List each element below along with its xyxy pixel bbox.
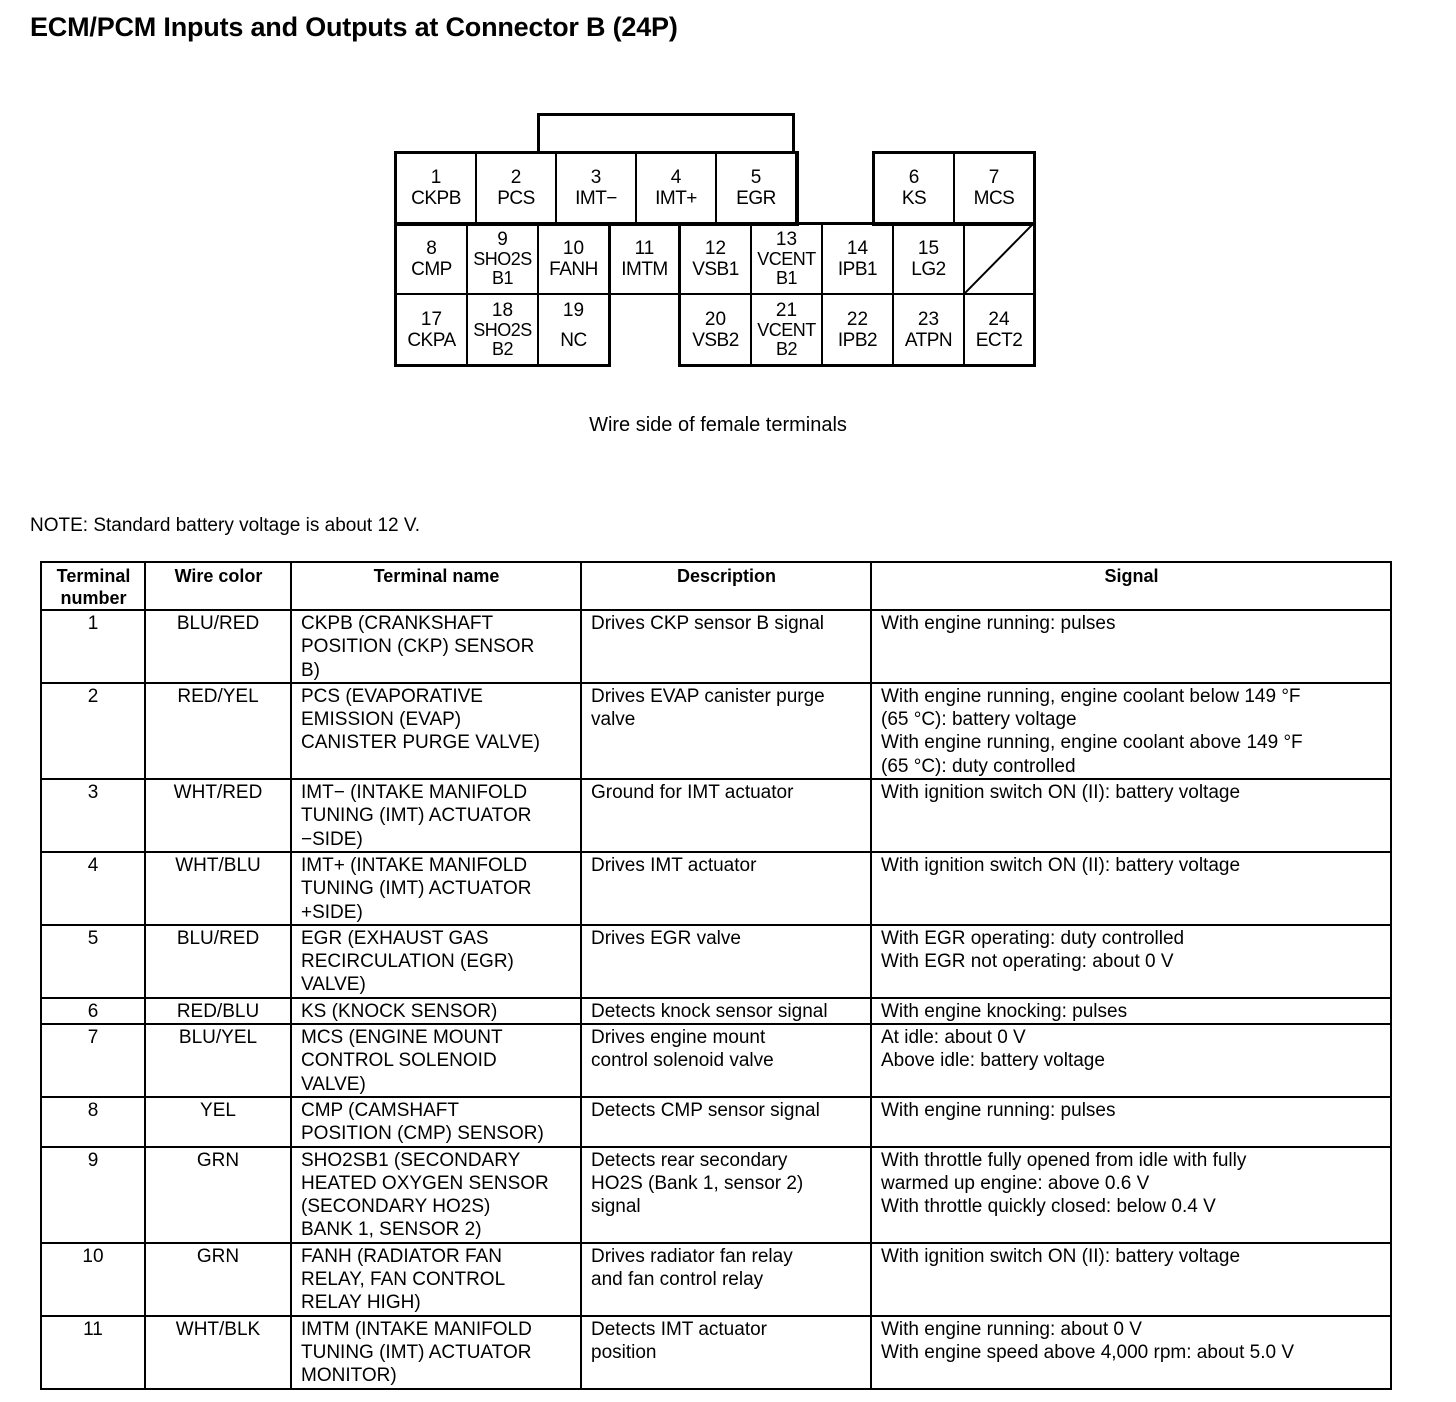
cell-description: [581, 683, 871, 779]
terminal-label: IMT+: [655, 188, 697, 209]
terminal-label: CMP: [411, 258, 452, 280]
cell-signal-text: With EGR operating: duty controlled With EGR not operating: about 0 V: [881, 927, 1185, 973]
cell-wire-color: [145, 998, 291, 1024]
terminal-cell-23: [892, 293, 965, 366]
terminal-cell-15: [892, 222, 965, 295]
cell-description: [581, 1097, 871, 1147]
battery-voltage-note: NOTE: Standard battery voltage is about 12 V.: [30, 515, 421, 536]
column-header-color: Wire color: [145, 562, 291, 610]
terminal-label: EGR: [736, 188, 776, 209]
cell-terminal-name: [291, 1316, 581, 1389]
cell-description-text: Ground for IMT actuator: [591, 782, 794, 804]
cell-terminal-name-text: FANH (RADIATOR FAN RELAY, FAN CONTROL RELAY HIGH): [301, 1245, 506, 1314]
cell-signal: [871, 1024, 1391, 1097]
terminal-cell-6: [873, 152, 955, 224]
cell-terminal-name-text: CMP (CAMSHAFT POSITION (CMP) SENSOR): [301, 1099, 544, 1145]
cell-description: [581, 998, 871, 1024]
terminal-cell-11: [608, 222, 681, 295]
cell-description-text: Drives EVAP canister purge valve: [591, 685, 825, 731]
terminal-cell-1: [395, 152, 477, 224]
terminal-label: SHO2S B2: [473, 320, 532, 359]
terminal-number: 6: [908, 167, 920, 188]
cell-signal-text: With engine knocking: pulses: [881, 1000, 1128, 1022]
cell-description-text: Detects IMT actuator position: [591, 1318, 767, 1363]
cell-terminal-number: [41, 1024, 145, 1097]
cell-wire-color: [145, 1243, 291, 1316]
cell-signal-text: With ignition switch ON (II): battery voltage: [881, 782, 1241, 804]
connector-frame-left: [394, 151, 799, 226]
terminal-number: 13: [775, 229, 798, 250]
terminal-number: 11: [634, 237, 655, 259]
table-row: [41, 925, 1391, 998]
cell-wire-color-text: YEL: [200, 1099, 236, 1121]
terminal-cell-9: [466, 222, 539, 295]
terminal-number: 5: [750, 167, 762, 188]
cell-terminal-name: [291, 610, 581, 683]
cell-terminal-name: [291, 1147, 581, 1243]
terminal-cell-17: [395, 293, 468, 366]
cell-wire-color-text: RED/BLU: [176, 1000, 260, 1022]
cell-wire-color: [145, 1316, 291, 1389]
cell-terminal-name: [291, 998, 581, 1024]
cell-signal: [871, 1316, 1391, 1389]
cell-terminal-number-text: 11: [83, 1318, 103, 1340]
cell-signal-text: With ignition switch ON (II): battery voltage: [881, 1245, 1241, 1267]
terminal-cell-16-unused: [963, 222, 1035, 295]
table-row: [41, 779, 1391, 852]
cell-signal: [871, 1147, 1391, 1243]
terminal-label: FANH: [549, 258, 598, 280]
terminal-cell-3: [555, 152, 637, 224]
terminal-number: 8: [426, 237, 437, 259]
cell-wire-color: [145, 1024, 291, 1097]
cell-terminal-number: [41, 683, 145, 779]
cell-terminal-name: [291, 1024, 581, 1097]
terminal-number: 3: [590, 167, 602, 188]
terminal-label: VCENT B2: [757, 320, 816, 359]
table-row: [41, 1024, 1391, 1097]
cell-description: [581, 1147, 871, 1243]
cell-wire-color-text: BLU/YEL: [178, 1027, 258, 1049]
terminal-number: 17: [420, 308, 443, 330]
cell-description-text: Drives CKP sensor B signal: [591, 613, 825, 634]
cell-wire-color-text: WHT/RED: [173, 782, 263, 804]
table-row: [41, 1316, 1391, 1389]
cell-terminal-name-text: IMT− (INTAKE MANIFOLD TUNING (IMT) ACTUATOR −SIDE): [301, 782, 532, 850]
terminal-cell-7: [953, 152, 1035, 224]
terminal-label: ECT2: [975, 329, 1023, 351]
terminal-number: 10: [562, 237, 585, 259]
cell-terminal-number-text: 2: [87, 685, 99, 707]
cell-wire-color-text: RED/YEL: [177, 685, 259, 707]
cell-terminal-number-text: 9: [87, 1149, 99, 1171]
cell-description: [581, 610, 871, 683]
terminal-cell-2: [475, 152, 557, 224]
terminal-number: 15: [917, 237, 940, 259]
cell-terminal-name-text: IMTM (INTAKE MANIFOLD TUNING (IMT) ACTUATOR MONITOR): [301, 1318, 532, 1387]
cell-terminal-number: [41, 610, 145, 683]
cell-terminal-number: [41, 779, 145, 852]
cell-description: [581, 925, 871, 998]
cell-signal-text: At idle: about 0 V Above idle: battery voltage: [881, 1027, 1105, 1072]
cell-signal-text: With engine running: pulses: [881, 613, 1116, 634]
terminal-number: 21: [775, 300, 798, 321]
cell-terminal-name-text: EGR (EXHAUST GAS RECIRCULATION (EGR) VALVE): [301, 927, 514, 996]
cell-description: [581, 1024, 871, 1097]
cell-terminal-name: [291, 779, 581, 852]
cell-terminal-name: [291, 683, 581, 779]
terminal-number: 9: [497, 229, 508, 250]
cell-signal: [871, 1243, 1391, 1316]
terminal-number: 12: [704, 237, 727, 259]
cell-terminal-number-text: 6: [87, 1000, 99, 1022]
cell-signal: [871, 610, 1391, 683]
cell-signal: [871, 683, 1391, 779]
cell-terminal-number-text: 5: [87, 927, 99, 949]
terminal-cell-24: [963, 293, 1035, 366]
column-header-number: [41, 562, 145, 610]
cell-wire-color-text: WHT/BLU: [175, 854, 261, 876]
page-title: ECM/PCM Inputs and Outputs at Connector B (24P): [30, 12, 678, 42]
cell-wire-color: [145, 1097, 291, 1147]
terminal-label: MCS: [973, 188, 1015, 209]
cell-description: [581, 1243, 871, 1316]
cell-terminal-name-text: SHO2SB1 (SECONDARY HEATED OXYGEN SENSOR (SECONDARY HO2S) BANK 1, SENSOR 2): [301, 1149, 549, 1241]
terminal-label: NC: [560, 330, 587, 351]
cell-wire-color: [145, 779, 291, 852]
column-header-name: Terminal name: [291, 562, 581, 610]
table-header-row: [41, 562, 1391, 610]
terminal-label: IMTM: [621, 258, 668, 280]
terminal-number: 7: [988, 167, 1000, 188]
terminal-number: 23: [917, 308, 940, 330]
cell-wire-color-text: BLU/RED: [176, 927, 260, 949]
cell-signal-text: With ignition switch ON (II): battery voltage: [881, 854, 1241, 876]
cell-description-text: Drives engine mount control solenoid valve: [591, 1027, 774, 1072]
cell-terminal-name-text: MCS (ENGINE MOUNT CONTROL SOLENOID VALVE): [301, 1027, 503, 1095]
table-row: [41, 683, 1391, 779]
column-header-text: Terminal number: [56, 566, 131, 608]
terminal-cell-10: [537, 222, 610, 295]
connector-frame-bottom-left: [394, 222, 611, 367]
terminal-cell-12: [679, 222, 752, 295]
cell-signal: [871, 779, 1391, 852]
terminal-label: IMT−: [575, 188, 617, 209]
cell-wire-color: [145, 852, 291, 925]
terminal-number: 22: [846, 308, 869, 330]
terminal-cell-20: [679, 293, 752, 366]
connector-diagram: [0, 0, 1456, 400]
cell-terminal-name: [291, 925, 581, 998]
diagram-caption: Wire side of female terminals: [589, 414, 847, 436]
terminal-table: [40, 561, 1392, 1390]
cell-wire-color: [145, 925, 291, 998]
table-row: [41, 1097, 1391, 1147]
cell-wire-color: [145, 683, 291, 779]
cell-terminal-name-text: PCS (EVAPORATIVE EMISSION (EVAP) CANISTER PURGE VALVE): [301, 685, 540, 754]
cell-terminal-name: [291, 1097, 581, 1147]
terminal-cell-21: [750, 293, 823, 366]
cell-wire-color-text: WHT/BLK: [175, 1318, 261, 1340]
terminal-label: VCENT B1: [757, 249, 816, 288]
cell-terminal-name: [291, 852, 581, 925]
connector-frame-bottom-right: [678, 222, 1036, 367]
cell-terminal-number-text: 4: [87, 854, 99, 876]
cell-wire-color: [145, 610, 291, 683]
terminal-cell-5: [715, 152, 797, 224]
cell-description-text: Detects CMP sensor signal: [591, 1099, 820, 1121]
cell-wire-color-text: GRN: [196, 1149, 240, 1171]
table-row: [41, 610, 1391, 683]
terminal-cell-8: [395, 222, 468, 295]
cell-wire-color-text: GRN: [196, 1245, 240, 1267]
cell-signal: [871, 852, 1391, 925]
terminal-number: 2: [510, 167, 522, 188]
cell-signal-text: With engine running, engine coolant below 149 °F (65 °C): battery voltage With engine running, engine coolant above 149 °F (65 °C): duty controlled: [881, 685, 1303, 777]
cell-wire-color: [145, 1147, 291, 1243]
cell-wire-color-text: BLU/RED: [176, 613, 260, 634]
cell-description: [581, 1316, 871, 1389]
terminal-label: IPB2: [837, 329, 878, 351]
table-row: [41, 998, 1391, 1024]
terminal-cell-22: [821, 293, 894, 366]
cell-description: [581, 779, 871, 852]
cell-description-text: Drives IMT actuator: [591, 854, 757, 876]
terminal-label: LG2: [911, 258, 946, 280]
terminal-number: 4: [670, 167, 682, 188]
table-row: [41, 852, 1391, 925]
table-row: [41, 1243, 1391, 1316]
terminal-label: SHO2S B1: [473, 249, 532, 288]
cell-signal: [871, 925, 1391, 998]
terminal-cell-4: [635, 152, 717, 224]
terminal-number: 24: [988, 308, 1010, 330]
cell-terminal-number: [41, 852, 145, 925]
cell-description-text: Drives EGR valve: [591, 927, 741, 949]
cell-description-text: Detects rear secondary HO2S (Bank 1, sensor 2) signal: [591, 1149, 804, 1218]
cell-signal-text: With engine running: pulses: [881, 1099, 1116, 1121]
terminal-cell-14: [821, 222, 894, 295]
column-header-description: Description: [581, 562, 871, 610]
cell-description-text: Detects knock sensor signal: [591, 1000, 828, 1022]
cell-terminal-number: [41, 1097, 145, 1147]
terminal-label: KS: [901, 188, 927, 209]
terminal-label: CKPB: [411, 188, 461, 209]
terminal-label: PCS: [497, 188, 535, 209]
terminal-number: 20: [704, 308, 727, 330]
terminal-cell-13: [750, 222, 823, 295]
cell-signal: [871, 998, 1391, 1024]
unused-slot-slash-icon: [965, 224, 1033, 293]
terminal-label: VSB2: [692, 329, 739, 351]
terminal-number: 14: [846, 237, 869, 259]
cell-terminal-name-text: IMT+ (INTAKE MANIFOLD TUNING (IMT) ACTUATOR +SIDE): [301, 854, 532, 923]
terminal-cell-19: [537, 293, 610, 366]
cell-signal-text: With engine running: about 0 V With engine speed above 4,000 rpm: about 5.0 V: [881, 1318, 1294, 1363]
terminal-cell-18: [466, 293, 539, 366]
terminal-number: 1: [430, 167, 442, 188]
cell-terminal-number-text: 10: [82, 1245, 104, 1267]
cell-terminal-number: [41, 998, 145, 1024]
terminal-label: IPB1: [837, 258, 878, 280]
connector-key-tab: [537, 113, 795, 152]
cell-terminal-number-text: 7: [87, 1027, 99, 1049]
cell-terminal-number: [41, 1243, 145, 1316]
cell-terminal-name: [291, 1243, 581, 1316]
table-row: [41, 1147, 1391, 1243]
cell-terminal-number-text: 3: [87, 782, 99, 804]
terminal-number: 18: [491, 300, 514, 321]
terminal-label: VSB1: [692, 258, 739, 280]
terminal-number: 19: [562, 300, 585, 321]
cell-terminal-number: [41, 925, 145, 998]
cell-terminal-number: [41, 1147, 145, 1243]
column-header-signal: Signal: [871, 562, 1391, 610]
cell-terminal-name-text: CKPB (CRANKSHAFT POSITION (CKP) SENSOR B): [301, 613, 535, 681]
cell-signal-text: With throttle fully opened from idle with fully warmed up engine: above 0.6 V With throttle quickly closed: below 0.4 V: [881, 1149, 1247, 1218]
cell-description-text: Drives radiator fan relay and fan control relay: [591, 1245, 793, 1291]
cell-signal: [871, 1097, 1391, 1147]
connector-frame-right: [872, 151, 1036, 226]
cell-description: [581, 852, 871, 925]
cell-terminal-number: [41, 1316, 145, 1389]
cell-terminal-number-text: 8: [87, 1099, 99, 1121]
cell-terminal-number-text: 1: [87, 613, 99, 634]
terminal-label: CKPA: [407, 329, 456, 351]
cell-terminal-name-text: KS (KNOCK SENSOR): [301, 1000, 498, 1022]
terminal-label: ATPN: [904, 329, 953, 351]
